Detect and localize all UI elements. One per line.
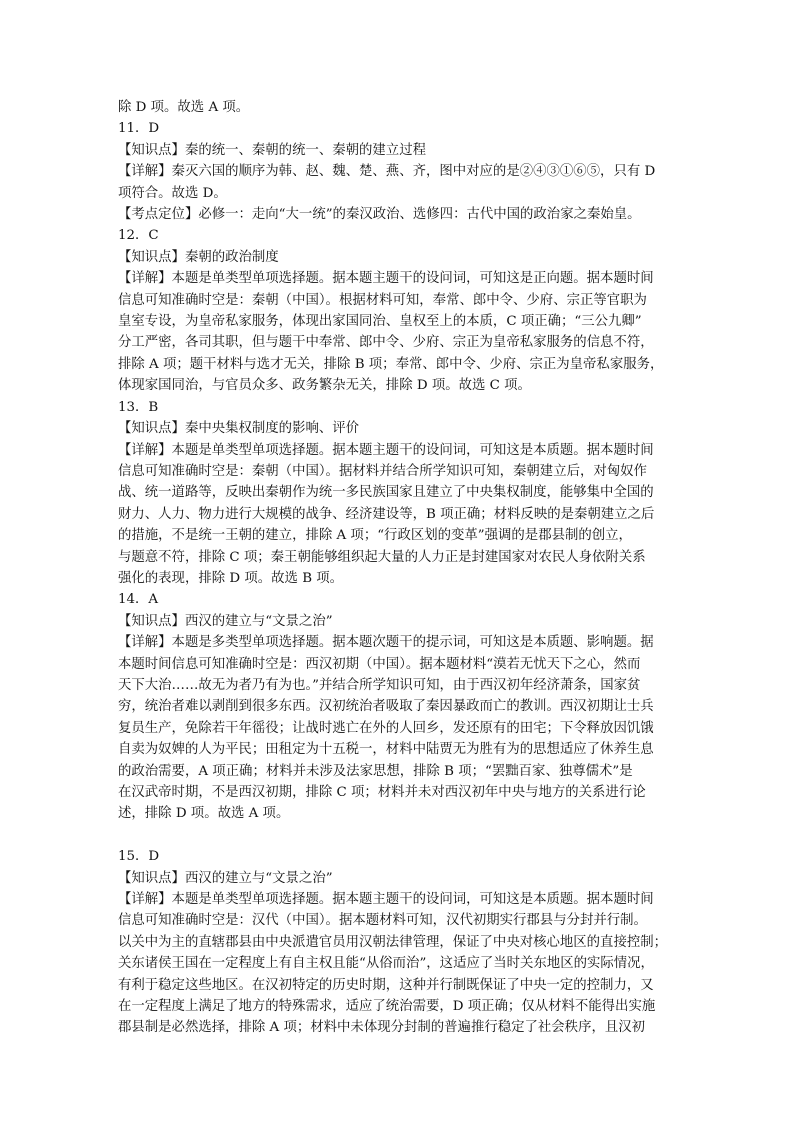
text-line: 11．D bbox=[118, 121, 160, 137]
text-line: 天下大治……故无为者乃有为也。”并结合所学知识可知，由于西汉初年经济萧条，国家贫 bbox=[118, 677, 641, 693]
text-line: 财力、人力、物力进行大规模的战争、经济建设等，B 项正确；材料反映的是秦朝建立之后 bbox=[118, 506, 655, 522]
text-line: 12．C bbox=[118, 228, 159, 244]
text-line: 复员生产，免除若干年徭役；让战时逃亡在外的人回乡，发还原有的田宅；下令释放因饥饿 bbox=[118, 720, 654, 736]
text-line: 【知识点】秦朝的政治制度 bbox=[118, 249, 279, 265]
text-line: 体现家国同治，与官员众多、政务繁杂无关，排除 D 项。故选 C 项。 bbox=[118, 378, 531, 394]
text-line: 排除 A 项；题干材料与选才无关，排除 B 项；奉常、郎中令、少府、宗正为皇帝私家服务， bbox=[118, 356, 664, 372]
text-line: 在汉武帝时期，不是西汉初期，排除 C 项；材料并未对西汉初年中央与地方的关系进行论 bbox=[118, 785, 646, 800]
text-line: 的政治需要，A 项正确；材料并未涉及法家思想，排除 B 项；“罢黜百家、独尊儒术”是 bbox=[118, 763, 633, 779]
text-line: 有利于稳定这些地区。在汉初特定的历史时期，这种并行制既保证了中央一定的控制力，又 bbox=[118, 977, 654, 993]
text-line: 【知识点】西汉的建立与“文景之治” bbox=[118, 870, 333, 886]
text-line: 皇室专设，为皇帝私家服务，体现出家国同治、皇权至上的本质，C 项正确；“三公九卿” bbox=[118, 314, 642, 330]
text-line: 关东诸侯王国在一定程度上有自主权且能“从俗而治”，这适应了当时关东地区的实际情况， bbox=[118, 956, 654, 972]
text-line: 13．B bbox=[118, 399, 159, 415]
text-line: 信息可知准确时空是：秦朝（中国）。据材料并结合所学知识可知，秦朝建立后，对匈奴作 bbox=[118, 463, 647, 479]
text-line: 述，排除 D 项。故选 A 项。 bbox=[118, 806, 290, 822]
text-line: 穷，统治者难以剥削到很多东西。汉初统治者吸取了秦因暴政而亡的教训。西汉初期让士兵 bbox=[118, 699, 654, 715]
text-line: 以关中为主的直辖郡县由中央派遣官员用汉朝法律管理，保证了中央对核心地区的直接控制； bbox=[118, 934, 668, 950]
text-line: 【知识点】秦中央集权制度的影响、评价 bbox=[118, 421, 360, 437]
text-line: 项符合。故选 D。 bbox=[118, 185, 227, 201]
text-line: 【知识点】秦的统一、秦朝的统一、秦朝的建立过程 bbox=[118, 142, 426, 158]
text-line: 自卖为奴婢的人为平民；田租定为十五税一，材料中陆贾无为胜有为的思想适应了休养生息 bbox=[118, 742, 654, 758]
text-line: 【考点定位】必修一：走向“大一统”的秦汉政治、选修四：古代中国的政治家之秦始皇。 bbox=[118, 207, 641, 223]
text-line: 郡县制是必然选择，排除 A 项；材料中未体现分封制的普遍推行稳定了社会秩序，且汉初 bbox=[118, 1020, 646, 1036]
text-line: 战、统一道路等，反映出秦朝作为统一多民族国家且建立了中央集权制度，能够集中全国的 bbox=[118, 485, 654, 501]
text-line: 强化的表现，排除 D 项。故选 B 项。 bbox=[118, 570, 344, 586]
text-line: 15．D bbox=[118, 849, 160, 865]
text-line: 在一定程度上满足了地方的特殊需求，适应了统治需要，D 项正确；仅从材料不能得出实施 bbox=[118, 999, 656, 1015]
text-line: 本题时间信息可知准确时空是：西汉初期（中国）。据本题材料“漠若无忧天下之心，然而 bbox=[118, 656, 641, 672]
text-line: 与题意不符，排除 C 项；秦王朝能够组织起大量的人力正是封建国家对农民人身依附关系 bbox=[118, 549, 646, 565]
answer-explanation-text bbox=[118, 97, 678, 1039]
text-line: 【详解】本题是多类型单项选择题。据本题次题干的提示词，可知这是本质题、影响题。据 bbox=[118, 635, 654, 651]
text-line: 【知识点】西汉的建立与“文景之治” bbox=[118, 613, 333, 629]
text-line: 除 D 项。故选 A 项。 bbox=[118, 100, 250, 115]
text-line: 14．A bbox=[118, 592, 159, 608]
text-line: 【详解】本题是单类型单项选择题。据本题主题干的设问词，可知这是本质题。据本题时间 bbox=[118, 892, 654, 908]
text-line: 【详解】本题是单类型单项选择题。据本题主题干的设问词，可知这是本质题。据本题时间 bbox=[118, 442, 654, 458]
text-line: 信息可知准确时空是：汉代（中国）。据本题材料可知，汉代初期实行郡县与分封并行制。 bbox=[118, 913, 647, 929]
text-line: 的措施，不是统一王朝的建立，排除 A 项；“行政区划的变革”强调的是郡县制的创立， bbox=[118, 528, 632, 544]
text-line: 分工严密，各司其职，但与题干中奉常、郎中令、少府、宗正为皇帝私家服务的信息不符， bbox=[118, 335, 654, 351]
text-line: 【详解】本题是单类型单项选择题。据本题主题干的设问词，可知这是正向题。据本题时间 bbox=[118, 271, 654, 287]
text-line: 【详解】秦灭六国的顺序为韩、赵、魏、楚、燕、齐，图中对应的是②④③①⑥⑤，只有 D bbox=[118, 164, 656, 180]
text-line: 信息可知准确时空是：秦朝（中国）。根据材料可知，奉常、郎中令、少府、宗正等官职为 bbox=[118, 292, 647, 308]
blank-line bbox=[118, 825, 678, 846]
